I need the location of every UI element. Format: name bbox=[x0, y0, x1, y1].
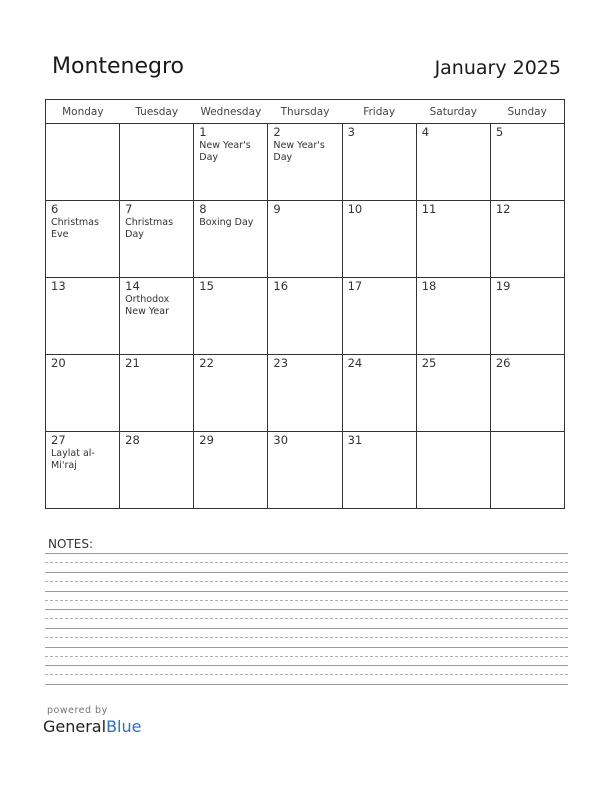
day-cell[interactable] bbox=[194, 124, 268, 201]
day-cell[interactable] bbox=[194, 278, 268, 355]
notes-line bbox=[45, 628, 568, 629]
day-cell[interactable] bbox=[268, 432, 342, 509]
day-cell[interactable] bbox=[416, 124, 490, 201]
brand-general: General bbox=[43, 717, 107, 736]
day-number: 9 bbox=[273, 202, 281, 216]
day-number: 1 bbox=[199, 125, 207, 139]
day-number: 23 bbox=[273, 356, 289, 370]
day-number: 3 bbox=[347, 125, 355, 139]
weekday-thursday: Thursday bbox=[268, 100, 342, 124]
weekday-header-row bbox=[46, 100, 565, 124]
empty-day-cell bbox=[120, 124, 194, 201]
day-number: 15 bbox=[199, 279, 214, 293]
day-cell[interactable] bbox=[342, 432, 416, 509]
day-cell[interactable] bbox=[194, 355, 268, 432]
day-cell[interactable] bbox=[46, 432, 120, 509]
day-cell[interactable] bbox=[120, 278, 194, 355]
empty-day-cell bbox=[46, 124, 120, 201]
day-number: 7 bbox=[125, 202, 133, 216]
week-row bbox=[46, 432, 565, 509]
week-row bbox=[46, 278, 565, 355]
generalblue-logo[interactable] bbox=[43, 717, 141, 736]
week-row bbox=[46, 201, 565, 278]
day-number: 8 bbox=[199, 202, 207, 216]
empty-day-cell bbox=[490, 432, 564, 509]
empty-day-cell bbox=[416, 432, 490, 509]
weekday-saturday: Saturday bbox=[416, 100, 490, 124]
day-cell[interactable] bbox=[194, 201, 268, 278]
weekday-tuesday: Tuesday bbox=[120, 100, 194, 124]
notes-guide-line bbox=[45, 562, 568, 563]
day-cell[interactable] bbox=[342, 124, 416, 201]
day-number: 18 bbox=[421, 279, 437, 293]
day-number: 30 bbox=[273, 433, 289, 447]
day-number: 25 bbox=[421, 356, 437, 370]
day-number: 27 bbox=[51, 433, 66, 447]
day-cell[interactable] bbox=[46, 278, 120, 355]
day-number: 22 bbox=[199, 356, 214, 370]
day-cell[interactable] bbox=[268, 124, 342, 201]
notes-label: NOTES: bbox=[48, 537, 93, 551]
notes-guide-line bbox=[45, 637, 568, 638]
weekday-friday: Friday bbox=[342, 100, 416, 124]
powered-by-label: powered by bbox=[47, 705, 108, 716]
day-cell[interactable] bbox=[416, 355, 490, 432]
day-number: 12 bbox=[495, 202, 511, 216]
day-number: 31 bbox=[347, 433, 363, 447]
brand-blue: Blue bbox=[106, 717, 142, 736]
notes-guide-line bbox=[45, 581, 568, 582]
day-number: 6 bbox=[51, 202, 59, 216]
weekday-wednesday: Wednesday bbox=[194, 100, 268, 124]
month-title: January 2025 bbox=[434, 57, 561, 79]
day-number: 16 bbox=[273, 279, 289, 293]
weekday-monday: Monday bbox=[46, 100, 120, 124]
day-cell[interactable] bbox=[416, 278, 490, 355]
day-number: 4 bbox=[421, 125, 430, 139]
day-number: 10 bbox=[347, 202, 363, 216]
notes-guide-line bbox=[45, 656, 568, 657]
day-cell[interactable] bbox=[268, 201, 342, 278]
day-number: 19 bbox=[495, 279, 511, 293]
holiday-label: Orthodox New Year bbox=[125, 294, 170, 317]
day-cell[interactable] bbox=[490, 278, 564, 355]
day-number: 5 bbox=[495, 125, 504, 139]
notes-line bbox=[45, 553, 568, 554]
day-number: 28 bbox=[125, 433, 140, 447]
holiday-label: Christmas Eve bbox=[51, 217, 99, 240]
notes-line bbox=[45, 572, 568, 573]
weekday-sunday: Sunday bbox=[490, 100, 564, 124]
holiday-label: New Year's Day bbox=[273, 140, 325, 163]
day-cell[interactable] bbox=[120, 355, 194, 432]
day-number: 26 bbox=[495, 356, 511, 370]
week-row bbox=[46, 355, 565, 432]
notes-line bbox=[45, 609, 568, 610]
day-number: 21 bbox=[125, 356, 140, 370]
notes-guide-line bbox=[45, 618, 568, 619]
holiday-label: Laylat al-Mi'raj bbox=[51, 448, 95, 471]
day-cell[interactable] bbox=[120, 201, 194, 278]
calendar-body bbox=[46, 124, 565, 509]
notes-guide-line bbox=[45, 600, 568, 601]
day-number: 2 bbox=[273, 125, 281, 139]
day-cell[interactable] bbox=[46, 355, 120, 432]
day-cell[interactable] bbox=[416, 201, 490, 278]
week-row bbox=[46, 124, 565, 201]
day-cell[interactable] bbox=[342, 355, 416, 432]
holiday-label: New Year's Day bbox=[199, 140, 251, 163]
calendar-grid bbox=[45, 99, 565, 509]
day-cell[interactable] bbox=[490, 355, 564, 432]
day-cell[interactable] bbox=[46, 201, 120, 278]
day-cell[interactable] bbox=[342, 278, 416, 355]
day-cell[interactable] bbox=[490, 124, 564, 201]
day-number: 14 bbox=[125, 279, 140, 293]
holiday-label: Boxing Day bbox=[199, 217, 254, 228]
notes-guide-line bbox=[45, 674, 568, 675]
day-number: 24 bbox=[347, 356, 363, 370]
day-cell[interactable] bbox=[268, 278, 342, 355]
country-title: Montenegro bbox=[52, 54, 185, 79]
notes-line bbox=[45, 647, 568, 648]
day-number: 11 bbox=[421, 202, 437, 216]
day-cell[interactable] bbox=[490, 201, 564, 278]
day-cell[interactable] bbox=[120, 432, 194, 509]
notes-line bbox=[45, 684, 568, 685]
day-cell[interactable] bbox=[342, 201, 416, 278]
notes-line bbox=[45, 591, 568, 592]
day-cell[interactable] bbox=[268, 355, 342, 432]
day-cell[interactable] bbox=[194, 432, 268, 509]
day-number: 29 bbox=[199, 433, 214, 447]
day-number: 17 bbox=[347, 279, 363, 293]
holiday-label: Christmas Day bbox=[125, 217, 174, 240]
day-number: 13 bbox=[51, 279, 66, 293]
notes-line bbox=[45, 665, 568, 666]
day-number: 20 bbox=[51, 356, 66, 370]
